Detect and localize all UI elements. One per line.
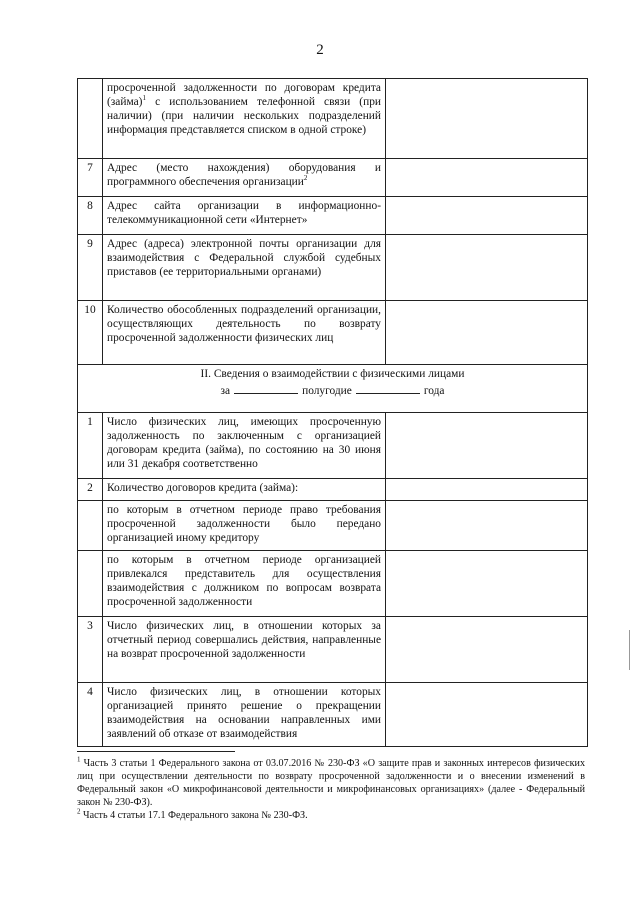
row-text: Адрес (место нахождения) оборудования и программного обеспечения организации$^2$ bbox=[103, 159, 386, 197]
footnotes bbox=[77, 757, 585, 822]
row-number: 7 bbox=[78, 159, 103, 197]
row-text: Число физических лиц, имеющих просроченную задолженность по заключенным с организацией договорам кредита (займа), по состоянию на 30 июня или 31 декабря соответственно bbox=[103, 413, 386, 479]
value-cell[interactable] bbox=[386, 683, 588, 747]
row-text: Адрес (адреса) электронной почты организации для взаимодействия с Федеральной службой судебных приставов (ее территориальными органами) bbox=[103, 235, 386, 301]
value-cell[interactable] bbox=[386, 159, 588, 197]
row-number: 10 bbox=[78, 301, 103, 365]
value-cell[interactable] bbox=[386, 617, 588, 683]
table-row bbox=[78, 413, 588, 479]
value-cell[interactable] bbox=[386, 197, 588, 235]
row-text: Количество договоров кредита (займа): bbox=[103, 479, 386, 501]
value-cell[interactable] bbox=[386, 479, 588, 501]
table-row bbox=[78, 159, 588, 197]
row-text: Адрес сайта организации в информационно-телекоммуникационной сети «Интернет» bbox=[103, 197, 386, 235]
footnote-1: $^1$ Часть 3 статьи 1 Федерального закона от 03.07.2016 № 230-ФЗ «О защите прав и законных интересов физических лиц при осуществлении деятельности по возврату просроченной задолженности и о внесении изменений в Федеральный закон «О микрофинансовой деятельности и микрофинансовых организациях» (далее - Федеральный закон № 230-ФЗ). bbox=[77, 755, 585, 808]
row-text: Число физических лиц, в отношении которых за отчетный период совершались действия, направленные на возврат просроченной задолженности bbox=[103, 617, 386, 683]
table-row bbox=[78, 197, 588, 235]
footnote-divider bbox=[77, 751, 235, 752]
row-number: 3 bbox=[78, 617, 103, 683]
row-text: просроченной задолженности по договорам кредита (займа)$^1$ с использованием телефонной связи (при наличии) (при наличии нескольких подразделений информация представляется списком в одной строке) bbox=[103, 79, 386, 159]
value-cell[interactable] bbox=[386, 551, 588, 617]
half-year-blank[interactable] bbox=[234, 383, 298, 394]
row-text: по которым в отчетном периоде право требования просроченной задолженности было передано организацией иному кредитору bbox=[103, 501, 386, 551]
table-row bbox=[78, 301, 588, 365]
row-number bbox=[78, 551, 103, 617]
row-text: по которым в отчетном периоде организацией привлекался представитель для осуществления взаимодействия с должником по вопросам возврата просроченной задолженности bbox=[103, 551, 386, 617]
table-row bbox=[78, 551, 588, 617]
row-number bbox=[78, 501, 103, 551]
row-number: 8 bbox=[78, 197, 103, 235]
row-number: 1 bbox=[78, 413, 103, 479]
row-number: 9 bbox=[78, 235, 103, 301]
value-cell[interactable] bbox=[386, 501, 588, 551]
table-row bbox=[78, 617, 588, 683]
section-header-row bbox=[78, 365, 588, 413]
table-row bbox=[78, 235, 588, 301]
page-number: 2 bbox=[316, 42, 324, 58]
scan-edge-mark bbox=[629, 630, 630, 670]
value-cell[interactable] bbox=[386, 79, 588, 159]
year-blank[interactable] bbox=[356, 383, 420, 394]
row-number bbox=[78, 79, 103, 159]
section-title: II. Сведения о взаимодействии с физическими лицами за полугодие года bbox=[78, 365, 588, 413]
row-number: 4 bbox=[78, 683, 103, 747]
value-cell[interactable] bbox=[386, 235, 588, 301]
table-row bbox=[78, 683, 588, 747]
footnote-2: $^2$ Часть 4 статьи 17.1 Федерального закона № 230-ФЗ. bbox=[77, 807, 308, 821]
table-row bbox=[78, 479, 588, 501]
row-text: Количество обособленных подразделений организации, осуществляющих деятельность по возврату просроченной задолженности физических лиц bbox=[103, 301, 386, 365]
value-cell[interactable] bbox=[386, 301, 588, 365]
row-text: Число физических лиц, в отношении которых организацией принято решение о прекращении взаимодействия на основании направленных ими заявлений об отказе от взаимодействия bbox=[103, 683, 386, 747]
row-number: 2 bbox=[78, 479, 103, 501]
table-row bbox=[78, 79, 588, 159]
value-cell[interactable] bbox=[386, 413, 588, 479]
report-table bbox=[77, 78, 588, 747]
table-row bbox=[78, 501, 588, 551]
